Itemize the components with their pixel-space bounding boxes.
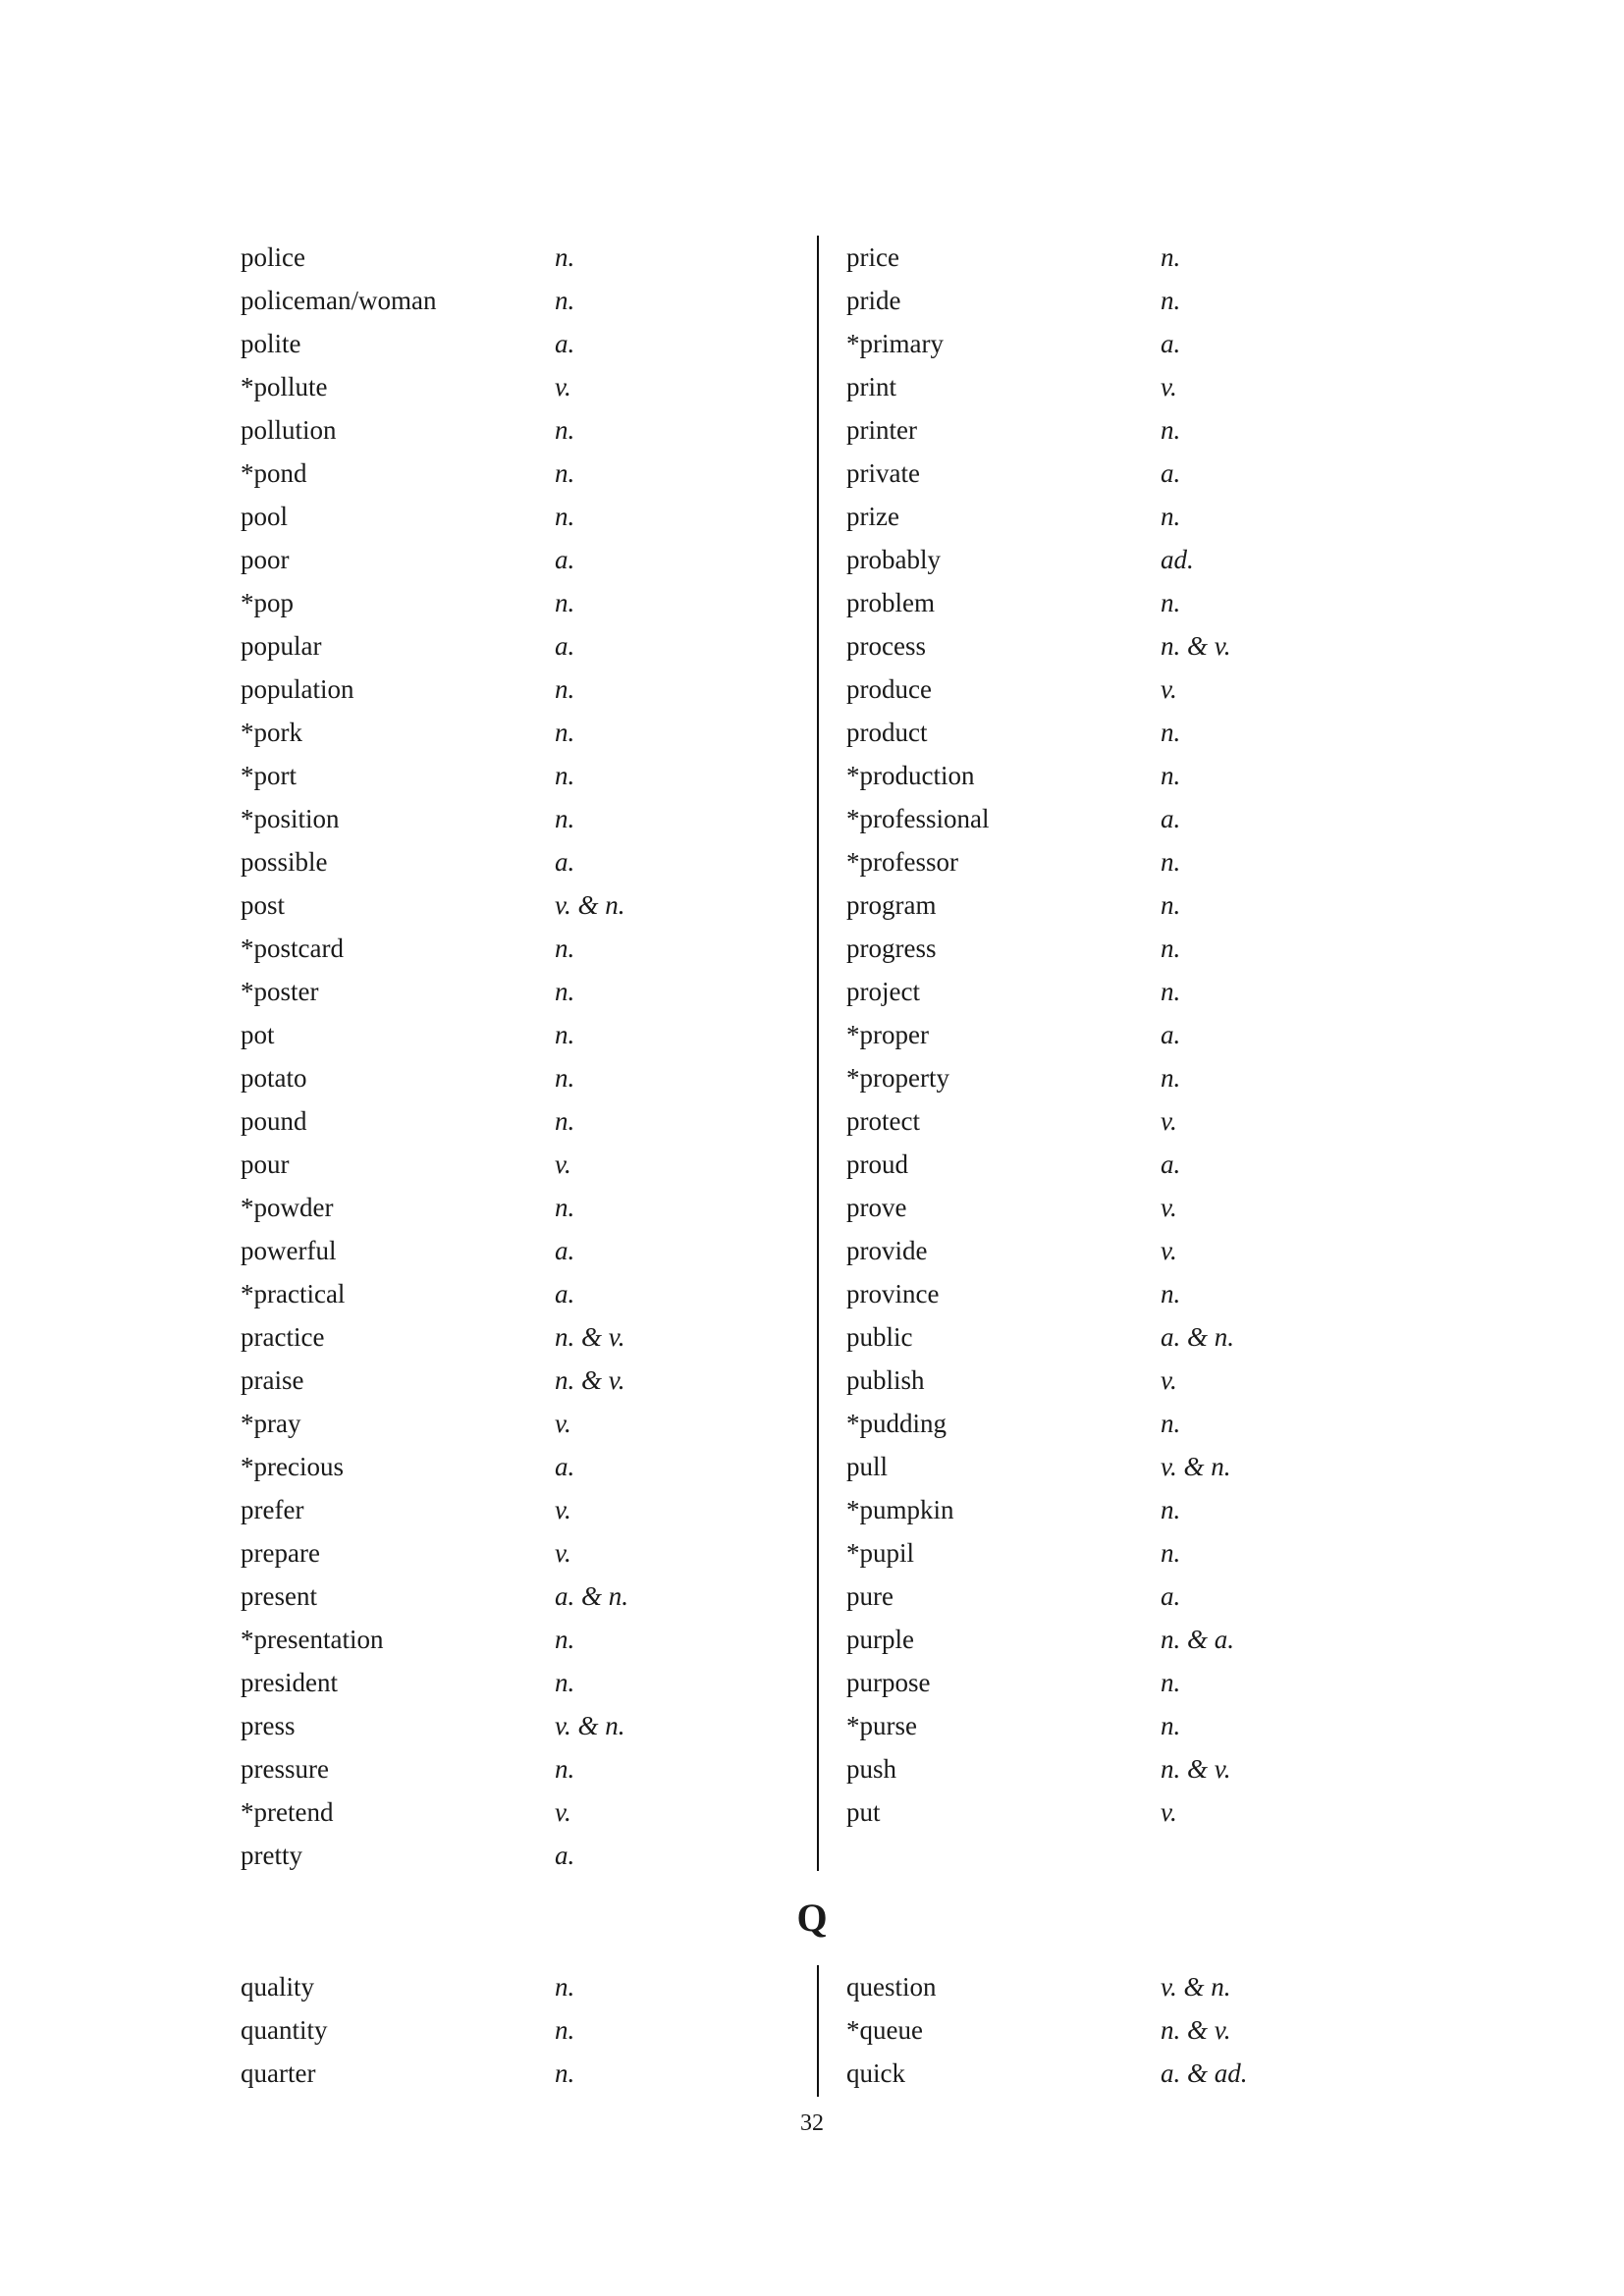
- entry-part-of-speech: a. & ad.: [1161, 2058, 1248, 2088]
- entry-word: push: [846, 1754, 897, 1784]
- entry-word: *port: [241, 761, 297, 790]
- entry-word: prepare: [241, 1538, 320, 1568]
- entry-word: pound: [241, 1106, 307, 1136]
- entry-part-of-speech: v.: [1161, 1365, 1177, 1395]
- word-entry: [241, 624, 790, 667]
- word-entry: [846, 2052, 1396, 2095]
- entry-word: pretty: [241, 1841, 302, 1870]
- word-entry: [241, 667, 790, 711]
- entry-part-of-speech: n.: [555, 674, 575, 704]
- word-entry: [241, 495, 790, 538]
- word-entry: [846, 1445, 1396, 1488]
- entry-word: pour: [241, 1149, 290, 1179]
- entry-part-of-speech: a.: [555, 1841, 575, 1870]
- word-entry: [846, 840, 1396, 883]
- entry-part-of-speech: n.: [555, 242, 575, 272]
- word-entry: [846, 797, 1396, 840]
- word-entry: [846, 1790, 1396, 1834]
- p-words-section: [0, 236, 1624, 1875]
- entry-word: potato: [241, 1063, 307, 1093]
- word-entry: [241, 754, 790, 797]
- entry-part-of-speech: a.: [555, 545, 575, 574]
- entry-part-of-speech: n.: [555, 458, 575, 488]
- word-entry: [241, 581, 790, 624]
- word-entry: [241, 1359, 790, 1402]
- entry-part-of-speech: v.: [555, 1495, 571, 1524]
- word-entry: [846, 1618, 1396, 1661]
- entry-part-of-speech: n.: [1161, 1495, 1181, 1524]
- word-entry: [846, 1359, 1396, 1402]
- left-word-column: [241, 236, 790, 1877]
- word-entry: [846, 279, 1396, 322]
- entry-word: *professional: [846, 804, 990, 833]
- word-entry: [846, 883, 1396, 927]
- right-word-column: [846, 236, 1396, 1834]
- entry-word: *practical: [241, 1279, 346, 1308]
- word-entry: [846, 236, 1396, 279]
- word-entry: [241, 1186, 790, 1229]
- entry-word: pure: [846, 1581, 893, 1611]
- word-entry: [846, 1965, 1396, 2008]
- entry-part-of-speech: n.: [1161, 502, 1181, 531]
- entry-part-of-speech: n.: [1161, 977, 1181, 1006]
- word-entry: [846, 970, 1396, 1013]
- entry-word: *postcard: [241, 934, 344, 963]
- entry-part-of-speech: v.: [1161, 674, 1177, 704]
- word-entry: [846, 365, 1396, 408]
- word-entry: [846, 1402, 1396, 1445]
- word-entry: [241, 1965, 790, 2008]
- word-entry: [846, 1099, 1396, 1143]
- entry-word: prove: [846, 1193, 907, 1222]
- entry-word: powerful: [241, 1236, 337, 1265]
- entry-word: *proper: [846, 1020, 929, 1049]
- entry-word: publish: [846, 1365, 925, 1395]
- entry-part-of-speech: n.: [555, 1668, 575, 1697]
- entry-word: process: [846, 631, 926, 661]
- entry-part-of-speech: ad.: [1161, 545, 1194, 574]
- word-entry: [846, 1056, 1396, 1099]
- word-entry: [241, 408, 790, 452]
- entry-word: public: [846, 1322, 913, 1352]
- word-entry: [846, 1186, 1396, 1229]
- word-entry: [241, 1445, 790, 1488]
- entry-part-of-speech: a.: [555, 1452, 575, 1481]
- word-entry: [241, 1315, 790, 1359]
- entry-part-of-speech: n. & v.: [555, 1322, 625, 1352]
- entry-word: prefer: [241, 1495, 304, 1524]
- entry-part-of-speech: v.: [1161, 1797, 1177, 1827]
- entry-part-of-speech: a.: [1161, 329, 1181, 358]
- entry-word: pool: [241, 502, 289, 531]
- entry-word: pressure: [241, 1754, 329, 1784]
- entry-word: printer: [846, 415, 917, 445]
- entry-part-of-speech: n.: [1161, 1711, 1181, 1740]
- entry-word: *pumpkin: [846, 1495, 954, 1524]
- word-entry: [846, 1229, 1396, 1272]
- entry-word: quick: [846, 2058, 905, 2088]
- word-entry: [846, 1315, 1396, 1359]
- entry-part-of-speech: n.: [555, 415, 575, 445]
- entry-word: *powder: [241, 1193, 334, 1222]
- entry-word: problem: [846, 588, 935, 617]
- entry-word: protect: [846, 1106, 920, 1136]
- word-entry: [241, 1402, 790, 1445]
- entry-word: *purse: [846, 1711, 917, 1740]
- entry-part-of-speech: n.: [555, 286, 575, 315]
- entry-part-of-speech: v.: [555, 1149, 571, 1179]
- entry-part-of-speech: v. & n.: [555, 890, 625, 920]
- word-entry: [241, 2008, 790, 2052]
- entry-part-of-speech: n. & v.: [555, 1365, 625, 1395]
- entry-part-of-speech: v.: [1161, 1236, 1177, 1265]
- entry-word: post: [241, 890, 286, 920]
- entry-word: provide: [846, 1236, 928, 1265]
- entry-part-of-speech: n.: [1161, 761, 1181, 790]
- entry-part-of-speech: n.: [1161, 286, 1181, 315]
- word-entry: [241, 365, 790, 408]
- word-entry: [846, 322, 1396, 365]
- entry-word: *production: [846, 761, 975, 790]
- entry-part-of-speech: a.: [1161, 458, 1181, 488]
- entry-part-of-speech: n. & v.: [1161, 2015, 1231, 2045]
- entry-part-of-speech: n.: [555, 502, 575, 531]
- entry-word: pot: [241, 1020, 275, 1049]
- entry-part-of-speech: n.: [555, 718, 575, 747]
- word-entry: [846, 1661, 1396, 1704]
- right-word-column: [846, 1965, 1396, 2095]
- word-entry: [241, 322, 790, 365]
- entry-word: policeman/woman: [241, 286, 437, 315]
- entry-part-of-speech: v. & n.: [555, 1711, 625, 1740]
- entry-word: *primary: [846, 329, 944, 358]
- word-entry: [241, 1834, 790, 1877]
- left-word-column: [241, 1965, 790, 2095]
- entry-part-of-speech: n.: [555, 977, 575, 1006]
- word-entry: [241, 1618, 790, 1661]
- entry-part-of-speech: n.: [1161, 1538, 1181, 1568]
- entry-part-of-speech: v.: [1161, 372, 1177, 401]
- word-entry: [241, 279, 790, 322]
- word-entry: [846, 1488, 1396, 1531]
- entry-part-of-speech: n.: [555, 1106, 575, 1136]
- entry-word: proud: [846, 1149, 908, 1179]
- entry-word: question: [846, 1972, 937, 2002]
- entry-part-of-speech: n.: [1161, 1279, 1181, 1308]
- entry-part-of-speech: n.: [555, 934, 575, 963]
- entry-word: *precious: [241, 1452, 344, 1481]
- entry-word: purpose: [846, 1668, 931, 1697]
- entry-word: probably: [846, 545, 941, 574]
- entry-part-of-speech: v.: [555, 1797, 571, 1827]
- entry-part-of-speech: n.: [555, 588, 575, 617]
- entry-word: possible: [241, 847, 328, 877]
- entry-word: quarter: [241, 2058, 316, 2088]
- word-entry: [846, 2008, 1396, 2052]
- word-entry: [846, 711, 1396, 754]
- entry-word: *property: [846, 1063, 949, 1093]
- word-entry: [846, 538, 1396, 581]
- entry-word: police: [241, 242, 305, 272]
- word-entry: [241, 1272, 790, 1315]
- column-divider: [817, 1965, 819, 2097]
- word-entry: [846, 581, 1396, 624]
- entry-part-of-speech: n.: [555, 2058, 575, 2088]
- word-entry: [846, 1747, 1396, 1790]
- word-entry: [241, 927, 790, 970]
- word-entry: [241, 1661, 790, 1704]
- entry-part-of-speech: a.: [555, 1279, 575, 1308]
- word-entry: [241, 2052, 790, 2095]
- entry-part-of-speech: n.: [555, 1193, 575, 1222]
- word-entry: [241, 711, 790, 754]
- entry-part-of-speech: n.: [555, 1020, 575, 1049]
- entry-part-of-speech: n.: [1161, 242, 1181, 272]
- word-entry: [241, 970, 790, 1013]
- entry-word: *position: [241, 804, 340, 833]
- entry-word: press: [241, 1711, 296, 1740]
- word-entry: [241, 1013, 790, 1056]
- entry-word: population: [241, 674, 354, 704]
- entry-part-of-speech: v.: [1161, 1193, 1177, 1222]
- page-number: 32: [800, 2110, 824, 2136]
- entry-part-of-speech: n.: [1161, 1409, 1181, 1438]
- entry-word: *queue: [846, 2015, 923, 2045]
- entry-word: *professor: [846, 847, 958, 877]
- entry-word: polite: [241, 329, 301, 358]
- entry-word: province: [846, 1279, 940, 1308]
- entry-part-of-speech: n.: [1161, 1668, 1181, 1697]
- word-entry: [241, 1575, 790, 1618]
- entry-word: *presentation: [241, 1625, 384, 1654]
- entry-part-of-speech: n.: [1161, 890, 1181, 920]
- entry-part-of-speech: v. & n.: [1161, 1452, 1231, 1481]
- word-entry: [241, 1099, 790, 1143]
- entry-part-of-speech: a.: [555, 847, 575, 877]
- entry-word: *pop: [241, 588, 294, 617]
- entry-word: price: [846, 242, 899, 272]
- word-entry: [846, 452, 1396, 495]
- entry-word: popular: [241, 631, 322, 661]
- entry-word: poor: [241, 545, 290, 574]
- entry-part-of-speech: n.: [555, 1063, 575, 1093]
- entry-part-of-speech: n.: [555, 804, 575, 833]
- word-entry: [241, 236, 790, 279]
- word-entry: [846, 927, 1396, 970]
- entry-word: *pupil: [846, 1538, 915, 1568]
- word-entry: [241, 1488, 790, 1531]
- entry-word: private: [846, 458, 920, 488]
- word-entry: [241, 1056, 790, 1099]
- entry-part-of-speech: n. & a.: [1161, 1625, 1235, 1654]
- word-entry: [846, 495, 1396, 538]
- entry-part-of-speech: n.: [1161, 415, 1181, 445]
- entry-part-of-speech: n. & v.: [1161, 1754, 1231, 1784]
- word-entry: [846, 1013, 1396, 1056]
- entry-word: print: [846, 372, 896, 401]
- entry-word: *pond: [241, 458, 307, 488]
- word-entry: [846, 408, 1396, 452]
- entry-part-of-speech: n.: [1161, 1063, 1181, 1093]
- entry-part-of-speech: n.: [555, 1754, 575, 1784]
- section-heading-q: Q: [796, 1896, 828, 1940]
- word-entry: [241, 840, 790, 883]
- entry-part-of-speech: v. & n.: [1161, 1972, 1231, 2002]
- word-entry: [846, 1143, 1396, 1186]
- entry-part-of-speech: n.: [1161, 718, 1181, 747]
- entry-part-of-speech: a.: [1161, 804, 1181, 833]
- entry-word: *pork: [241, 718, 302, 747]
- entry-word: quality: [241, 1972, 314, 2002]
- entry-part-of-speech: a.: [1161, 1581, 1181, 1611]
- entry-part-of-speech: n.: [1161, 934, 1181, 963]
- entry-word: prize: [846, 502, 899, 531]
- word-entry: [846, 1531, 1396, 1575]
- entry-part-of-speech: a.: [555, 329, 575, 358]
- entry-word: program: [846, 890, 937, 920]
- entry-part-of-speech: a.: [1161, 1020, 1181, 1049]
- word-entry: [241, 1143, 790, 1186]
- entry-part-of-speech: a.: [555, 1236, 575, 1265]
- entry-word: pride: [846, 286, 901, 315]
- entry-part-of-speech: a.: [1161, 1149, 1181, 1179]
- entry-word: pollution: [241, 415, 337, 445]
- word-entry: [241, 1790, 790, 1834]
- word-entry: [241, 452, 790, 495]
- column-divider: [817, 236, 819, 1871]
- entry-word: progress: [846, 934, 937, 963]
- entry-part-of-speech: v.: [555, 1409, 571, 1438]
- entry-word: purple: [846, 1625, 914, 1654]
- entry-word: present: [241, 1581, 317, 1611]
- entry-part-of-speech: n.: [1161, 847, 1181, 877]
- entry-word: *pollute: [241, 372, 328, 401]
- entry-word: put: [846, 1797, 881, 1827]
- entry-word: *pudding: [846, 1409, 947, 1438]
- word-entry: [241, 1229, 790, 1272]
- word-entry: [846, 624, 1396, 667]
- entry-word: project: [846, 977, 920, 1006]
- word-entry: [846, 1272, 1396, 1315]
- entry-word: pull: [846, 1452, 889, 1481]
- entry-part-of-speech: a. & n.: [555, 1581, 629, 1611]
- entry-word: praise: [241, 1365, 304, 1395]
- entry-word: *poster: [241, 977, 319, 1006]
- entry-word: quantity: [241, 2015, 328, 2045]
- entry-part-of-speech: n.: [555, 761, 575, 790]
- q-words-section: [0, 1965, 1624, 2103]
- entry-word: practice: [241, 1322, 325, 1352]
- word-entry: [241, 883, 790, 927]
- entry-part-of-speech: v.: [555, 1538, 571, 1568]
- entry-part-of-speech: a.: [555, 631, 575, 661]
- word-entry: [241, 1704, 790, 1747]
- entry-part-of-speech: n.: [555, 1972, 575, 2002]
- entry-part-of-speech: a. & n.: [1161, 1322, 1235, 1352]
- word-entry: [241, 1531, 790, 1575]
- entry-word: *pray: [241, 1409, 301, 1438]
- entry-part-of-speech: v.: [555, 372, 571, 401]
- word-entry: [846, 667, 1396, 711]
- entry-word: produce: [846, 674, 932, 704]
- entry-word: *pretend: [241, 1797, 334, 1827]
- entry-part-of-speech: n.: [555, 1625, 575, 1654]
- entry-part-of-speech: n. & v.: [1161, 631, 1231, 661]
- entry-part-of-speech: n.: [555, 2015, 575, 2045]
- word-entry: [846, 1704, 1396, 1747]
- entry-part-of-speech: n.: [1161, 588, 1181, 617]
- word-entry: [241, 1747, 790, 1790]
- entry-word: product: [846, 718, 928, 747]
- word-entry: [241, 797, 790, 840]
- word-entry: [846, 1575, 1396, 1618]
- entry-word: president: [241, 1668, 338, 1697]
- word-entry: [846, 754, 1396, 797]
- word-entry: [241, 538, 790, 581]
- entry-part-of-speech: v.: [1161, 1106, 1177, 1136]
